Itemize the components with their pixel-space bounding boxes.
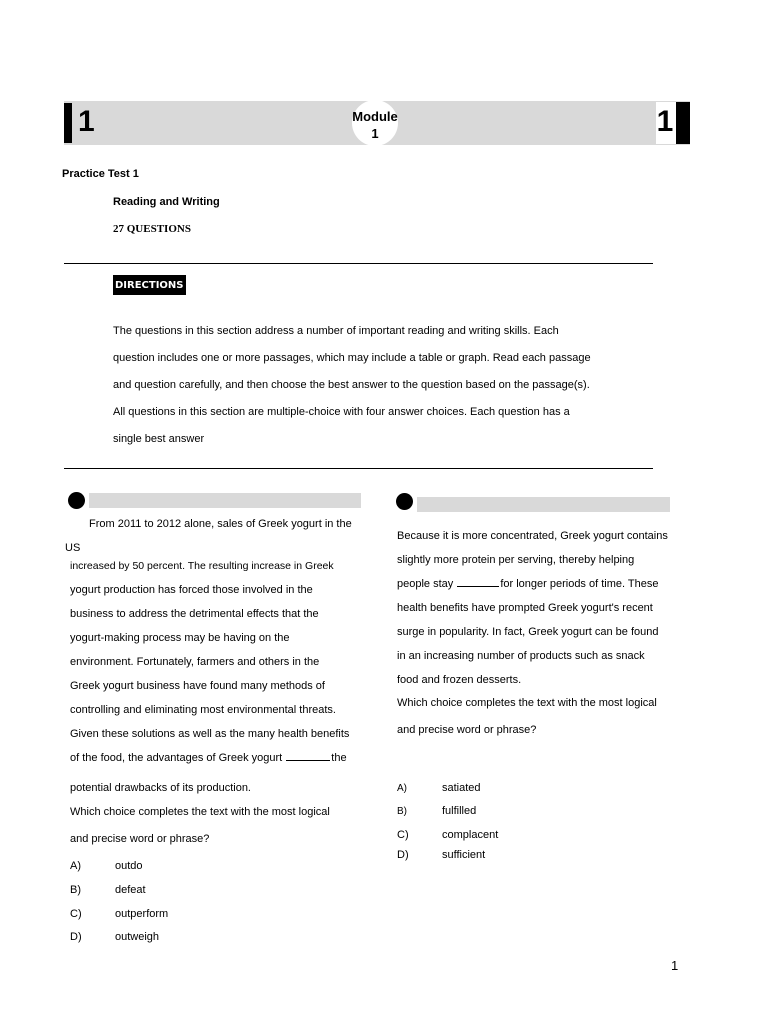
answer-blank	[457, 578, 499, 587]
module-label	[340, 108, 410, 142]
choice-text: outdo	[115, 860, 143, 872]
header-right-number: 1	[656, 105, 674, 138]
answer-choice-c[interactable]	[70, 906, 169, 922]
answer-choice-b[interactable]	[397, 803, 477, 820]
passage-line: potential drawbacks of its production.	[70, 782, 251, 794]
question-number-strip	[89, 493, 361, 508]
passage-line: From 2011 to 2012 alone, sales of Greek yogurt in the	[89, 518, 352, 530]
answer-choice-b[interactable]	[70, 882, 146, 898]
passage-line: yogurt-making process may be having on the	[70, 632, 290, 644]
header-left-number: 1	[78, 105, 95, 138]
question-count: 27 QUESTIONS	[113, 223, 191, 235]
choice-text: fulfilled	[442, 805, 477, 817]
choice-letter: C)	[397, 829, 409, 841]
choice-letter: A)	[70, 860, 81, 872]
directions-line: and question carefully, and then choose the best answer to the question based on the passage(s).	[113, 379, 590, 391]
passage-line: controlling and eliminating most environmental threats.	[70, 704, 336, 716]
passage-line: Because it is more concentrated, Greek yogurt contains	[397, 530, 668, 542]
directions-line: The questions in this section address a number of important reading and writing skills. Each	[113, 325, 559, 337]
passage-line: environment. Fortunately, farmers and others in the	[70, 656, 320, 668]
question-number-strip	[417, 497, 670, 512]
choice-letter: C)	[70, 908, 82, 920]
blank-prefix: of the food, the advantages of Greek yogurt	[70, 752, 286, 764]
choice-text: satiated	[442, 782, 481, 794]
choice-text: outweigh	[115, 931, 160, 943]
divider-bottom	[64, 468, 653, 469]
section-title: Reading and Writing	[113, 196, 220, 208]
choice-letter: B)	[397, 806, 407, 817]
answer-choice-d[interactable]	[397, 847, 486, 863]
divider-top	[64, 263, 653, 264]
directions-line: single best answer	[113, 433, 205, 445]
question-prompt: and precise word or phrase?	[70, 833, 210, 845]
passage-line	[70, 746, 380, 770]
module-number: 1	[371, 126, 379, 141]
passage-line: surge in popularity. In fact, Greek yogurt can be found	[397, 626, 659, 638]
choice-text: defeat	[115, 884, 146, 896]
answer-blank	[286, 752, 330, 761]
answer-choice-a[interactable]	[397, 780, 481, 797]
passage-line: food and frozen desserts.	[397, 674, 522, 686]
choice-letter: D)	[397, 849, 409, 861]
choice-letter: B)	[70, 884, 81, 896]
choice-text: sufficient	[442, 849, 486, 861]
passage-line: business to address the detrimental effects that the	[70, 608, 319, 620]
directions-line: All questions in this section are multiple-choice with four answer choices. Each question has a	[113, 406, 570, 418]
passage-line: Greek yogurt business have found many methods of	[70, 680, 325, 692]
passage-line: slightly more protein per serving, thereby helping	[397, 554, 635, 566]
passage-line: health benefits have prompted Greek yogurt's recent	[397, 602, 653, 614]
module-word: Module	[352, 109, 398, 124]
passage-line: increased by 50 percent. The resulting increase in Greek	[70, 560, 334, 572]
passage-line	[397, 572, 697, 596]
directions-text	[113, 318, 653, 453]
answer-choice-d[interactable]	[70, 929, 160, 945]
passage-line: US	[65, 542, 81, 554]
page-number: 1	[671, 958, 679, 973]
question-prompt: and precise word or phrase?	[397, 724, 537, 736]
choice-letter: A)	[397, 783, 407, 794]
passage-line: Given these solutions as well as the many health benefits	[70, 728, 350, 740]
passage-left	[70, 578, 380, 770]
choice-text: complacent	[442, 829, 499, 841]
header-right-marker	[676, 102, 690, 144]
directions-line: question includes one or more passages, which may include a table or graph. Read each passage	[113, 352, 591, 364]
passage-line: in an increasing number of products such as snack	[397, 650, 645, 662]
answer-choice-a[interactable]	[70, 858, 143, 874]
practice-test-title: Practice Test 1	[62, 168, 139, 180]
blank-prefix: people stay	[397, 578, 457, 590]
passage-line: yogurt production has forced those involved in the	[70, 584, 313, 596]
blank-suffix: the	[331, 752, 347, 764]
choice-text: outperform	[115, 908, 169, 920]
question-prompt: Which choice completes the text with the most logical	[397, 697, 657, 709]
question-prompt: Which choice completes the text with the most logical	[70, 806, 330, 818]
blank-suffix: for longer periods of time. These	[500, 578, 659, 590]
directions-label: DIRECTIONS	[113, 275, 186, 295]
choice-letter: D)	[70, 931, 82, 943]
question-bullet-icon	[396, 493, 413, 510]
answer-choice-c[interactable]	[397, 827, 499, 843]
header-left-marker	[64, 103, 72, 143]
question-bullet-icon	[68, 492, 85, 509]
passage-right	[397, 524, 697, 692]
